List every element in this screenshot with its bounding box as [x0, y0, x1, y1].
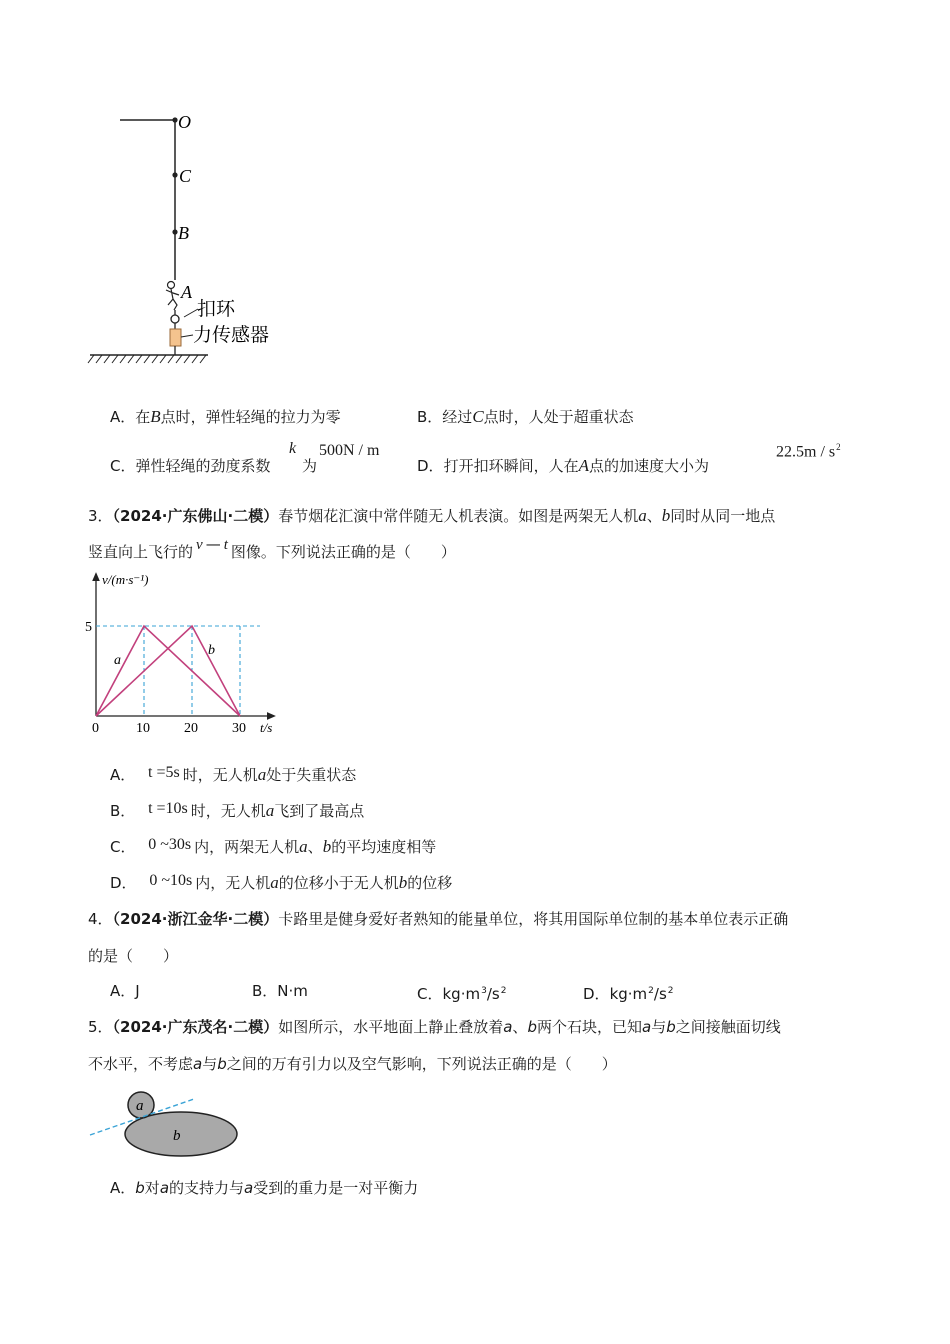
buckle-ring — [171, 315, 179, 323]
point-label-c: C — [179, 166, 192, 186]
q3-option-d[interactable]: D． 0 ~10s 内，无人机a的位移小于无人机b的位移 — [110, 872, 453, 892]
q5-stem-line2: 不水平，不考虑a与b之间的万有引力以及空气影响，下列说法正确的是（ ） — [88, 1055, 617, 1073]
stone-b-label: b — [173, 1128, 181, 1144]
q4-option-c[interactable]: C．$kg\cdot m^3/s^2$ — [417, 985, 507, 1003]
x-tick-label-0: 0 — [92, 721, 99, 736]
q4-stem-line1: 4．（2024·浙江金华·二模）卡路里是健身爱好者熟知的能量单位，将其用国际单位制的基本单位表示正确 — [88, 910, 789, 928]
sensor-label: 力传感器 — [193, 324, 270, 346]
q3-option-b[interactable]: B． t =10s 时，无人机a飞到了最高点 — [110, 800, 365, 820]
y-axis-label: v/(m·s⁻¹) — [102, 572, 149, 587]
point-label-o: O — [178, 112, 191, 132]
q2-option-c-value: 500N / m — [319, 442, 380, 459]
q4-stem-line2: 的是（ ） — [88, 947, 179, 965]
q3-option-a[interactable]: A． t =5s 时，无人机a处于失重状态 — [110, 764, 357, 784]
q2-option-d[interactable]: D．打开扣环瞬间，人在A点的加速度大小为 — [417, 456, 709, 475]
series-label-a: a — [114, 653, 121, 668]
q2-option-d-value: $22.5m / s^2$ — [776, 442, 841, 461]
q5-option-a[interactable]: A．b对a的支持力与a受到的重力是一对平衡力 — [110, 1179, 419, 1197]
q4-option-b[interactable]: B．N·m — [252, 982, 308, 1000]
series-label-b: b — [208, 643, 215, 658]
q2-option-c-k: k — [289, 440, 297, 457]
q5-stem-line1: 5．（2024·广东茂名·二模）如图所示，水平地面上静止叠放着a、b两个石块，已知a与b之间接触面切线 — [88, 1018, 781, 1036]
q4-option-a[interactable]: A．J — [110, 982, 140, 1000]
q2-option-c[interactable]: C．弹性轻绳的劲度系数 — [110, 457, 271, 475]
x-tick-label-2: 20 — [184, 721, 198, 736]
vt-chart — [82, 570, 287, 742]
x-tick-label-3: 30 — [232, 721, 246, 736]
q4-option-d[interactable]: D．$kg\cdot m^2/s^2$ — [583, 985, 674, 1003]
q2-option-c-wei: 为 — [302, 457, 318, 475]
stones-figure — [84, 1088, 244, 1160]
series-line-a — [96, 626, 240, 716]
q2-option-b[interactable]: B．经过C点时，人处于超重状态 — [417, 407, 634, 426]
x-axis-label: t/s — [260, 720, 273, 735]
q3-option-c[interactable]: C． 0 ~30s 内，两架无人机a、b的平均速度相等 — [110, 836, 437, 856]
series-line-b — [96, 626, 240, 716]
person-icon — [166, 282, 179, 311]
force-sensor — [170, 329, 181, 346]
q2-option-a[interactable]: A．在B点时，弹性轻绳的拉力为零 — [110, 407, 341, 426]
stone-a-label: a — [136, 1098, 144, 1114]
buckle-label: 扣环 — [197, 298, 236, 320]
q3-stem-line1: 3．（2024·广东佛山·二模）春节烟花汇演中常伴随无人机表演。如图是两架无人机a、b同时从同一地点 — [88, 506, 776, 525]
x-tick-label-1: 10 — [136, 721, 150, 736]
q3-stem-line2: 竖直向上飞行的 v — t 图像。下列说法正确的是（ ） — [88, 535, 456, 561]
y-tick-label-0: 5 — [85, 620, 92, 635]
point-label-a: A — [181, 282, 192, 302]
bungee-figure — [80, 105, 300, 370]
point-label-b: B — [178, 223, 189, 243]
